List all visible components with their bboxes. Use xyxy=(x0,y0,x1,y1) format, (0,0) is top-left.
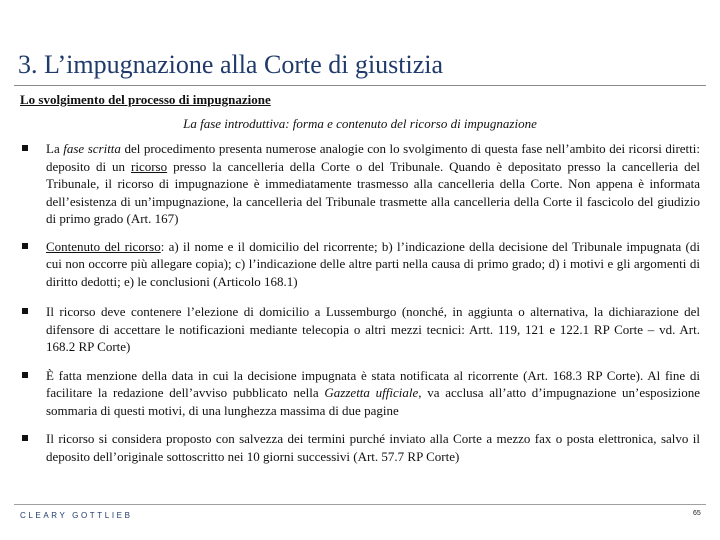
page-number: 65 xyxy=(693,510,701,517)
firm-logo: CLEARY GOTTLIEB xyxy=(20,511,133,520)
section-subtitle: La fase introduttiva: forma e contenuto del ricorso di impugnazione xyxy=(183,116,537,131)
emphasis-text: fase scritta xyxy=(63,141,121,156)
bullet-text: Il ricorso deve contenere l’elezione di domicilio a Lussemburgo (nonché, in aggiunta o alternativa, la dichiarazione del difensore di accettare le notificazioni mediante telecopia o altri mezzi tecnici: Artt. 119, 121 e 122.1 RP Corte – vd. Art. 168.2 RP Corte) xyxy=(46,304,700,354)
square-bullet-icon xyxy=(22,372,28,378)
bullet-item-fax xyxy=(22,430,700,465)
bullet-text: La fase scritta del procedimento presenta numerose analogie con lo svolgimento di questa fase nell’ambito dei ricorsi diretti: deposito di un ricorso presso la cancelleria della Corte o del Tribunale. Quando è depositato presso la cancelleria del Tribunale, il ricorso di impugnazione è immediatamente trasmesso alla cancelleria della Corte. Non appena è informata dell’esistenza di un’impugnazione, la cancelleria del Tribunale trasmette alla cancelleria della Corte il fascicolo del giudizio di primo grado (Art. 167) xyxy=(46,141,700,226)
bullet-item-data-notifica xyxy=(22,367,700,420)
title-divider xyxy=(14,85,706,86)
underlined-text: ricorso xyxy=(131,158,168,174)
underlined-text: Contenuto del ricorso xyxy=(46,238,161,254)
bullet-text: Contenuto del ricorso: a) il nome e il domicilio del ricorrente; b) l’indicazione della decisione del Tribunale impugnata (di cui non occorre più allegare copia); c) l’indicazione delle altre parti nella causa di primo grado; d) i motivi e gli argomenti di diritto dedotti; e) le conclusioni (Articolo 168.1) xyxy=(46,238,700,289)
bullet-item-domicilio xyxy=(22,303,700,356)
square-bullet-icon xyxy=(22,308,28,314)
square-bullet-icon xyxy=(22,145,28,151)
square-bullet-icon xyxy=(22,243,28,249)
bullet-text: Il ricorso si considera proposto con salvezza dei termini purché inviato alla Corte a mezzo fax o posta elettronica, salvo il deposito dell’originale sottoscritto nei 10 giorni successivi (Art. 57.7 RP Corte) xyxy=(46,431,700,464)
bullet-item-fase-scritta xyxy=(22,140,700,228)
section-subheading: Lo svolgimento del processo di impugnazione xyxy=(20,92,271,107)
bullet-list xyxy=(22,140,700,465)
bullet-text: È fatta menzione della data in cui la decisione impugnata è stata notificata al ricorrente (Art. 168.3 RP Corte). Al fine di facilitare la redazione dell’avviso pubblicato nella Gazzetta ufficiale, va acclusa all’atto d’impugnazione un’esposizione sommaria di questi motivi, di una lunghezza massima di due pagine xyxy=(46,367,700,418)
footer-divider xyxy=(14,504,706,505)
emphasis-text: Gazzetta ufficiale xyxy=(324,385,419,400)
square-bullet-icon xyxy=(22,435,28,441)
slide-title: 3. L’impugnazione alla Corte di giustizia xyxy=(18,50,444,79)
bullet-item-contenuto xyxy=(22,238,700,291)
